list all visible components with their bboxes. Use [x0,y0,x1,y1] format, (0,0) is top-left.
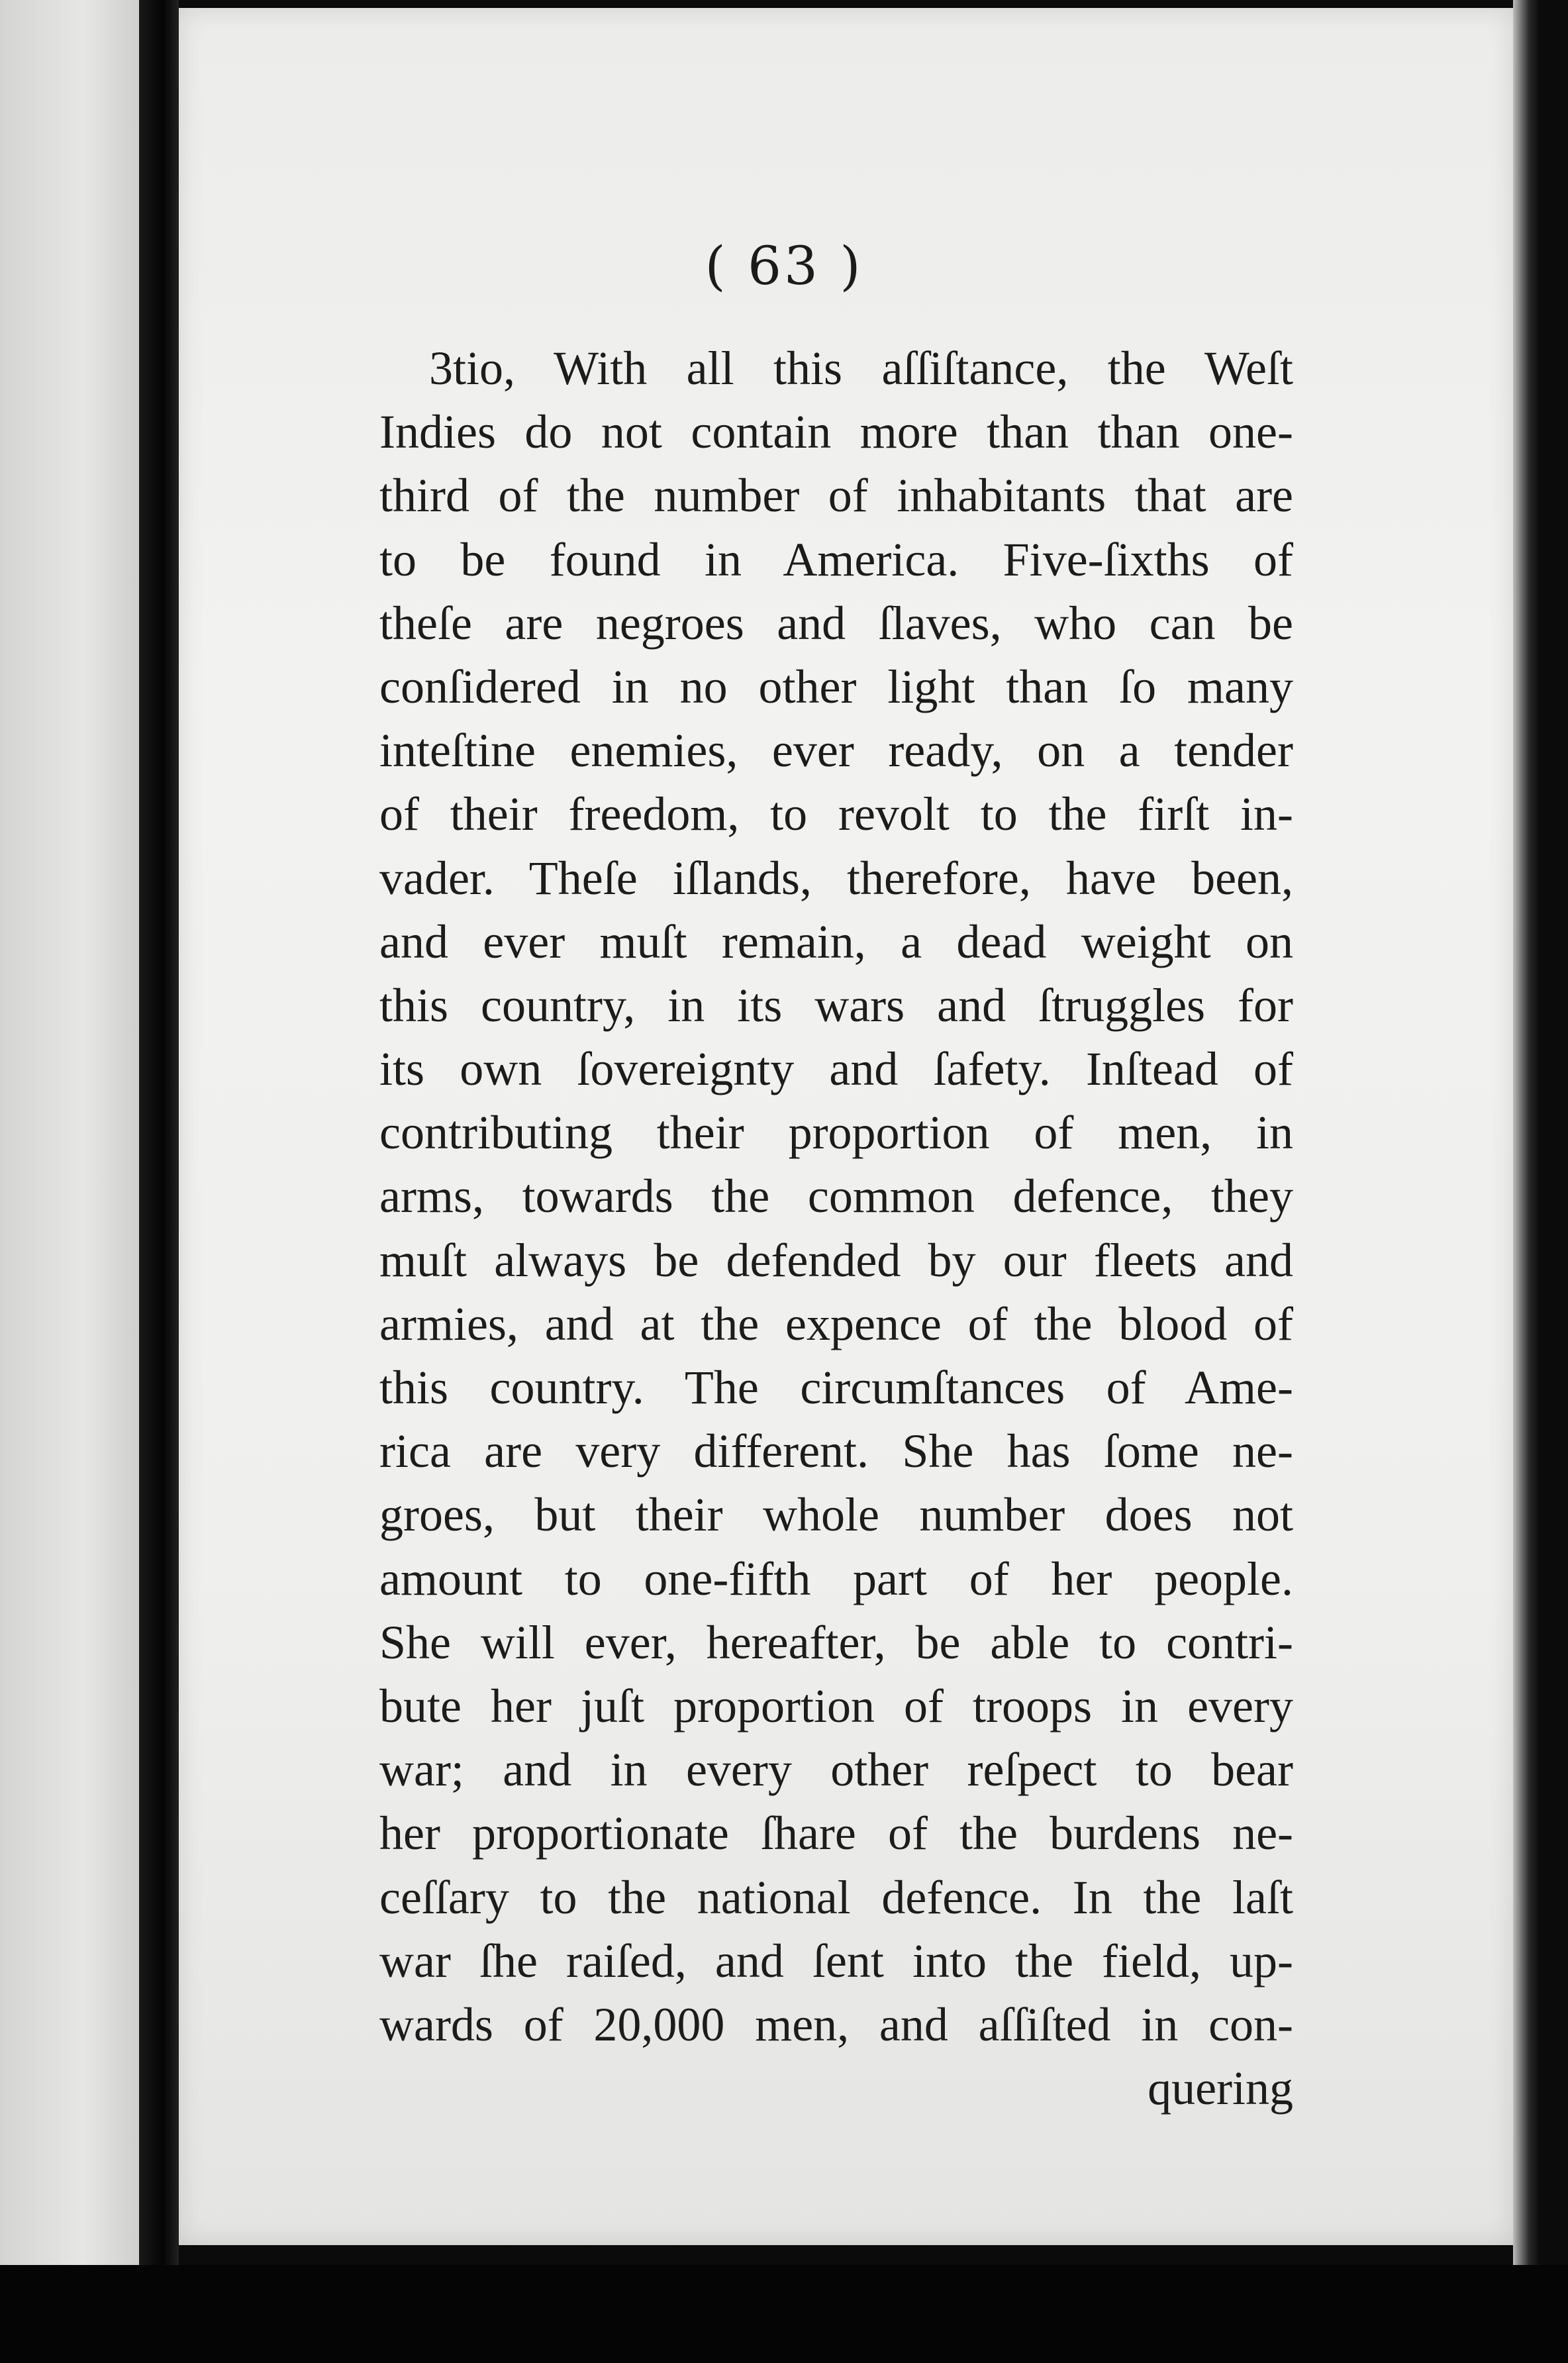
text-line: groes, but their whole number does not [379,1488,1293,1542]
text-line: and ever muſt remain, a dead weight on [379,915,1293,968]
text-line: contributing their proportion of men, in [379,1106,1293,1160]
body-text [379,336,1293,2120]
text-line: bute her juſt proportion of troops in every [379,1679,1293,1733]
text-line: of their freedom, to revolt to the firſt in- [379,787,1293,841]
text-line: third of the number of inhabitants that are [379,469,1293,523]
previous-page-edge [0,0,139,2265]
page-right-edge [1513,0,1540,2265]
text-line: ceſſary to the national defence. In the laſt [379,1870,1293,1924]
text-line: war; and in every other reſpect to bear [379,1743,1293,1797]
binding-gutter [139,0,179,2265]
text-line: rica are very different. She has ſome ne- [379,1425,1293,1478]
text-line: arms, towards the common defence, they [379,1170,1293,1223]
text-line: amount to one-fifth part of her people. [379,1552,1293,1605]
page-number: ( 63 ) [705,235,863,297]
text-line: vader. Theſe iſlands, therefore, have been, [379,851,1293,905]
text-line: inteſtine enemies, ever ready, on a tender [379,724,1293,778]
text-line: 3tio, With all this aſſiſtance, the Weſt [429,342,1293,395]
text-line: She will ever, hereafter, be able to contri- [379,1615,1293,1669]
text-line: muſt always be defended by our fleets and [379,1233,1293,1287]
text-line: her proportionate ſhare of the burdens ne- [379,1807,1293,1860]
text-line: Indies do not contain more than than one- [379,405,1293,459]
text-line: conſidered in no other light than ſo many [379,660,1293,713]
catchword: quering [1148,2062,1293,2115]
text-line: this country, in its wars and ſtruggles for [379,978,1293,1032]
text-line: theſe are negroes and ſlaves, who can be [379,596,1293,650]
text-line: war ſhe raiſed, and ſent into the field, up- [379,1934,1293,1987]
text-line: armies, and at the expence of the blood of [379,1297,1293,1350]
text-line: wards of 20,000 men, and aſſiſted in con- [379,1997,1293,2051]
text-line: this country. The circumſtances of Ame- [379,1361,1293,1414]
text-line: its own ſovereignty and ſafety. Inſtead of [379,1042,1293,1096]
scan-bottom-border [0,2265,1568,2363]
text-line: to be found in America. Five-ſixths of [379,532,1293,586]
